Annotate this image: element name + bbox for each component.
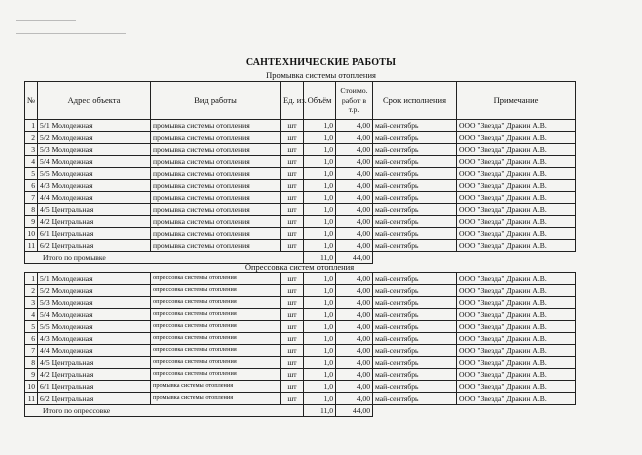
cell-unit: шт	[281, 192, 304, 204]
total-row	[25, 405, 576, 417]
cell-cost: 4,00	[336, 216, 373, 228]
cell-note: ООО "Звезда" Дракин А.В.	[457, 369, 576, 381]
cell-unit: шт	[281, 357, 304, 369]
cell-term: май-сентябрь	[373, 132, 457, 144]
table-row	[25, 273, 576, 285]
cell-work: промывка системы отопления	[151, 132, 281, 144]
cell-address: 5/5 Молодежная	[38, 321, 151, 333]
cell-num: 9	[25, 369, 38, 381]
cell-cost: 4,00	[336, 273, 373, 285]
total-volume: 11,0	[304, 252, 336, 264]
cell-volume: 1,0	[304, 381, 336, 393]
pressure-test-table	[24, 272, 576, 417]
cell-address: 5/2 Молодежная	[38, 285, 151, 297]
cell-unit: шт	[281, 216, 304, 228]
cell-volume: 1,0	[304, 216, 336, 228]
cell-address: 6/1 Центральная	[38, 381, 151, 393]
cell-num: 6	[25, 180, 38, 192]
cell-term: май-сентябрь	[373, 156, 457, 168]
cell-volume: 1,0	[304, 180, 336, 192]
cell-num: 6	[25, 333, 38, 345]
cell-num: 8	[25, 204, 38, 216]
cell-address: 4/2 Центральная	[38, 369, 151, 381]
cell-work: опрессовка системы отопления	[151, 321, 281, 333]
cell-work: опрессовка системы отопления	[151, 309, 281, 321]
cell-num: 7	[25, 345, 38, 357]
cell-cost: 4,00	[336, 204, 373, 216]
table-row	[25, 333, 576, 345]
cell-address: 5/4 Молодежная	[38, 156, 151, 168]
cell-num: 5	[25, 321, 38, 333]
cell-note: ООО "Звезда" Дракин А.В.	[457, 192, 576, 204]
cell-num: 1	[25, 120, 38, 132]
cell-note: ООО "Звезда" Дракин А.В.	[457, 321, 576, 333]
cell-note: ООО "Звезда" Дракин А.В.	[457, 168, 576, 180]
header-volume: Объём	[304, 82, 336, 120]
cell-term: май-сентябрь	[373, 228, 457, 240]
cell-cost: 4,00	[336, 168, 373, 180]
cell-num: 10	[25, 381, 38, 393]
cell-unit: шт	[281, 132, 304, 144]
table-row	[25, 240, 576, 252]
cell-address: 5/3 Молодежная	[38, 144, 151, 156]
cell-num: 10	[25, 228, 38, 240]
cell-address: 5/3 Молодежная	[38, 297, 151, 309]
cell-volume: 1,0	[304, 144, 336, 156]
cell-term: май-сентябрь	[373, 144, 457, 156]
cell-address: 4/5 Центральная	[38, 204, 151, 216]
table-row	[25, 321, 576, 333]
cell-note: ООО "Звезда" Дракин А.В.	[457, 297, 576, 309]
cell-term: май-сентябрь	[373, 297, 457, 309]
table-row	[25, 180, 576, 192]
cell-note: ООО "Звезда" Дракин А.В.	[457, 180, 576, 192]
scan-artifact	[16, 20, 76, 21]
cell-volume: 1,0	[304, 357, 336, 369]
cell-term: май-сентябрь	[373, 321, 457, 333]
cell-num: 9	[25, 216, 38, 228]
cell-term: май-сентябрь	[373, 120, 457, 132]
cell-term: май-сентябрь	[373, 192, 457, 204]
cell-note: ООО "Звезда" Дракин А.В.	[457, 381, 576, 393]
cell-work: промывка системы отопления	[151, 180, 281, 192]
empty-cell	[373, 405, 457, 417]
header-cost: Стоимо. работ в т.р.	[336, 82, 373, 120]
cell-term: май-сентябрь	[373, 216, 457, 228]
cell-work: промывка системы отопления	[151, 216, 281, 228]
cell-unit: шт	[281, 168, 304, 180]
table-row	[25, 369, 576, 381]
cell-unit: шт	[281, 273, 304, 285]
cell-cost: 4,00	[336, 192, 373, 204]
cell-note: ООО "Звезда" Дракин А.В.	[457, 393, 576, 405]
cell-term: май-сентябрь	[373, 369, 457, 381]
scan-artifact	[16, 33, 126, 34]
table-row	[25, 393, 576, 405]
empty-cell	[457, 405, 576, 417]
cell-work: промывка системы отопления	[151, 156, 281, 168]
cell-note: ООО "Звезда" Дракин А.В.	[457, 204, 576, 216]
cell-term: май-сентябрь	[373, 381, 457, 393]
cell-work: опрессовка системы отопления	[151, 297, 281, 309]
cell-unit: шт	[281, 309, 304, 321]
cell-term: май-сентябрь	[373, 285, 457, 297]
cell-work: промывка системы отопления	[151, 240, 281, 252]
cell-address: 5/4 Молодежная	[38, 309, 151, 321]
cell-cost: 4,00	[336, 180, 373, 192]
cell-work: опрессовка системы отопления	[151, 333, 281, 345]
cell-volume: 1,0	[304, 120, 336, 132]
cell-address: 4/5 Центральная	[38, 357, 151, 369]
cell-volume: 1,0	[304, 132, 336, 144]
cell-term: май-сентябрь	[373, 168, 457, 180]
cell-address: 4/2 Центральная	[38, 216, 151, 228]
cell-address: 4/4 Молодежная	[38, 345, 151, 357]
cell-work: промывка системы отопления	[151, 144, 281, 156]
cell-num: 3	[25, 297, 38, 309]
cell-note: ООО "Звезда" Дракин А.В.	[457, 156, 576, 168]
cell-volume: 1,0	[304, 345, 336, 357]
cell-num: 3	[25, 144, 38, 156]
table-row	[25, 156, 576, 168]
cell-address: 5/2 Молодежная	[38, 132, 151, 144]
cell-cost: 4,00	[336, 333, 373, 345]
cell-volume: 1,0	[304, 321, 336, 333]
cell-cost: 4,00	[336, 240, 373, 252]
table-row	[25, 132, 576, 144]
table-row	[25, 192, 576, 204]
cell-num: 2	[25, 132, 38, 144]
header-address: Адрес объекта	[38, 82, 151, 120]
cell-unit: шт	[281, 120, 304, 132]
page-title: САНТЕХНИЧЕСКИЕ РАБОТЫ	[245, 57, 397, 68]
cell-cost: 4,00	[336, 120, 373, 132]
cell-volume: 1,0	[304, 156, 336, 168]
cell-cost: 4,00	[336, 297, 373, 309]
cell-unit: шт	[281, 345, 304, 357]
cell-volume: 1,0	[304, 228, 336, 240]
cell-cost: 4,00	[336, 132, 373, 144]
cell-term: май-сентябрь	[373, 333, 457, 345]
cell-cost: 4,00	[336, 357, 373, 369]
cell-cost: 4,00	[336, 156, 373, 168]
cell-num: 7	[25, 192, 38, 204]
cell-work: промывка системы отопления	[151, 192, 281, 204]
cell-unit: шт	[281, 333, 304, 345]
cell-num: 5	[25, 168, 38, 180]
cell-unit: шт	[281, 285, 304, 297]
cell-cost: 4,00	[336, 144, 373, 156]
cell-term: май-сентябрь	[373, 345, 457, 357]
cell-unit: шт	[281, 321, 304, 333]
cell-work: промывка системы отопления	[151, 168, 281, 180]
cell-num: 4	[25, 309, 38, 321]
cell-volume: 1,0	[304, 192, 336, 204]
table-header-row	[25, 82, 576, 120]
cell-address: 4/3 Молодежная	[38, 180, 151, 192]
cell-work: промывка системы отопления	[151, 120, 281, 132]
cell-unit: шт	[281, 297, 304, 309]
cell-address: 4/3 Молодежная	[38, 333, 151, 345]
table-row	[25, 309, 576, 321]
cell-address: 6/2 Центральная	[38, 393, 151, 405]
cell-cost: 4,00	[336, 321, 373, 333]
cell-volume: 1,0	[304, 393, 336, 405]
cell-volume: 1,0	[304, 168, 336, 180]
section-title-pressure-test: Опрессовка систем отопления	[244, 262, 355, 272]
table-row	[25, 345, 576, 357]
cell-unit: шт	[281, 144, 304, 156]
cell-unit: шт	[281, 393, 304, 405]
cell-cost: 4,00	[336, 228, 373, 240]
table-row	[25, 204, 576, 216]
cell-address: 4/4 Молодежная	[38, 192, 151, 204]
cell-num: 2	[25, 285, 38, 297]
cell-work: опрессовка системы отопления	[151, 357, 281, 369]
table-row	[25, 216, 576, 228]
total-cost: 44,00	[336, 252, 373, 264]
cell-num: 4	[25, 156, 38, 168]
cell-note: ООО "Звезда" Дракин А.В.	[457, 216, 576, 228]
table-row	[25, 144, 576, 156]
cell-work: опрессовка системы отопления	[151, 285, 281, 297]
cell-term: май-сентябрь	[373, 204, 457, 216]
cell-unit: шт	[281, 204, 304, 216]
cell-volume: 1,0	[304, 369, 336, 381]
cell-volume: 1,0	[304, 240, 336, 252]
cell-address: 6/1 Центральная	[38, 228, 151, 240]
cell-work: опрессовка системы отопления	[151, 273, 281, 285]
table-row	[25, 285, 576, 297]
cell-term: май-сентябрь	[373, 180, 457, 192]
cell-unit: шт	[281, 156, 304, 168]
cell-num: 11	[25, 393, 38, 405]
cell-note: ООО "Звезда" Дракин А.В.	[457, 144, 576, 156]
cell-note: ООО "Звезда" Дракин А.В.	[457, 309, 576, 321]
total-label: Итого по промывке	[25, 252, 304, 264]
total-cost: 44,00	[336, 405, 373, 417]
cell-volume: 1,0	[304, 309, 336, 321]
cell-cost: 4,00	[336, 393, 373, 405]
cell-note: ООО "Звезда" Дракин А.В.	[457, 273, 576, 285]
cell-volume: 1,0	[304, 333, 336, 345]
cell-num: 11	[25, 240, 38, 252]
cell-cost: 4,00	[336, 381, 373, 393]
cell-cost: 4,00	[336, 309, 373, 321]
cell-work: промывка системы отопления	[151, 204, 281, 216]
cell-note: ООО "Звезда" Дракин А.В.	[457, 120, 576, 132]
header-num: №	[25, 82, 38, 120]
header-term: Срок исполнения	[373, 82, 457, 120]
cell-work: промывка системы отопления	[151, 228, 281, 240]
cell-term: май-сентябрь	[373, 357, 457, 369]
table-row	[25, 168, 576, 180]
table-row	[25, 228, 576, 240]
cell-volume: 1,0	[304, 285, 336, 297]
header-unit: Ед. из.	[281, 82, 304, 120]
cell-volume: 1,0	[304, 204, 336, 216]
cell-cost: 4,00	[336, 369, 373, 381]
cell-note: ООО "Звезда" Дракин А.В.	[457, 132, 576, 144]
section-title-flushing: Промывка системы отопления	[266, 70, 376, 80]
cell-volume: 1,0	[304, 297, 336, 309]
cell-term: май-сентябрь	[373, 309, 457, 321]
cell-term: май-сентябрь	[373, 393, 457, 405]
cell-term: май-сентябрь	[373, 240, 457, 252]
cell-address: 5/1 Молодежная	[38, 273, 151, 285]
cell-note: ООО "Звезда" Дракин А.В.	[457, 333, 576, 345]
cell-unit: шт	[281, 180, 304, 192]
cell-unit: шт	[281, 369, 304, 381]
cell-note: ООО "Звезда" Дракин А.В.	[457, 345, 576, 357]
cell-volume: 1,0	[304, 273, 336, 285]
cell-note: ООО "Звезда" Дракин А.В.	[457, 228, 576, 240]
table-row	[25, 381, 576, 393]
cell-unit: шт	[281, 228, 304, 240]
table-row	[25, 120, 576, 132]
header-work: Вид работы	[151, 82, 281, 120]
header-note: Примечание	[457, 82, 576, 120]
table-row	[25, 297, 576, 309]
cell-work: опрессовка системы отопления	[151, 369, 281, 381]
total-volume: 11,0	[304, 405, 336, 417]
cell-address: 6/2 Центральная	[38, 240, 151, 252]
cell-work: промывка системы отопления	[151, 393, 281, 405]
cell-num: 1	[25, 273, 38, 285]
cell-cost: 4,00	[336, 285, 373, 297]
cell-num: 8	[25, 357, 38, 369]
cell-work: опрессовка системы отопления	[151, 345, 281, 357]
cell-note: ООО "Звезда" Дракин А.В.	[457, 285, 576, 297]
cell-address: 5/1 Молодежная	[38, 120, 151, 132]
cell-term: май-сентябрь	[373, 273, 457, 285]
cell-unit: шт	[281, 381, 304, 393]
cell-unit: шт	[281, 240, 304, 252]
cell-address: 5/5 Молодежная	[38, 168, 151, 180]
cell-cost: 4,00	[336, 345, 373, 357]
flushing-table	[24, 81, 576, 264]
cell-note: ООО "Звезда" Дракин А.В.	[457, 240, 576, 252]
cell-work: промывка системы отопления	[151, 381, 281, 393]
table-row	[25, 357, 576, 369]
total-label: Итого по опрессовке	[25, 405, 304, 417]
cell-note: ООО "Звезда" Дракин А.В.	[457, 357, 576, 369]
